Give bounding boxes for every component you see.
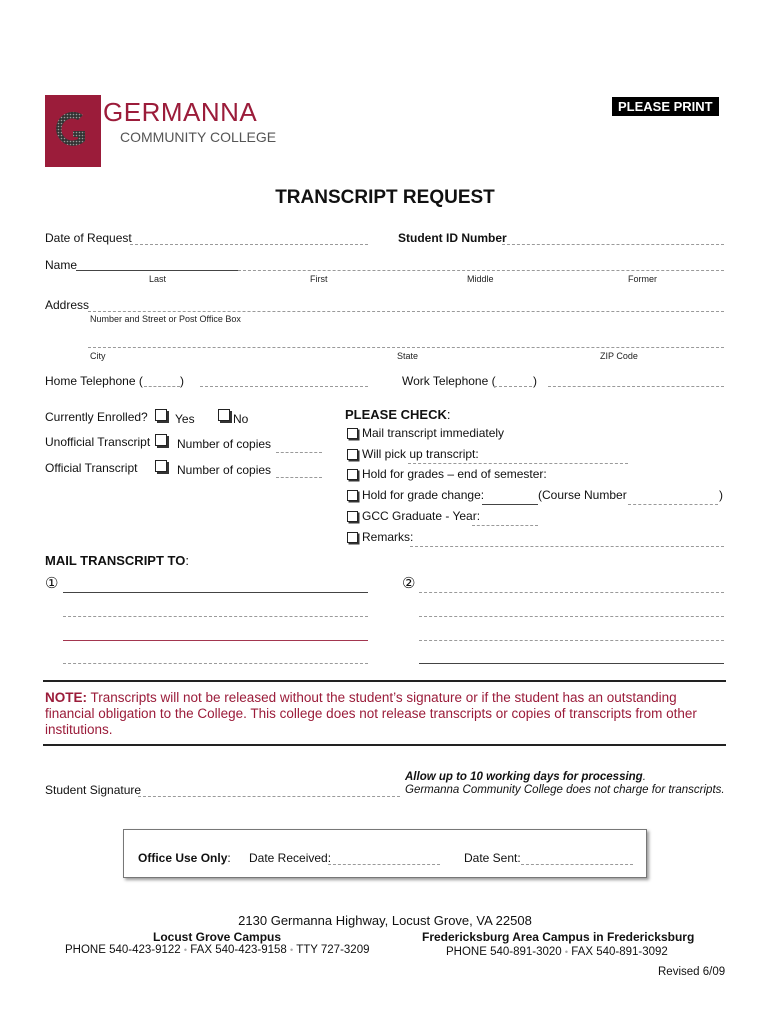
yes-checkbox[interactable]: [155, 409, 167, 421]
separator-dot: •: [183, 945, 188, 955]
remarks-checkbox[interactable]: [347, 532, 358, 543]
office-use-colon: :: [227, 851, 231, 865]
mail-address-two-line-1[interactable]: [419, 592, 724, 593]
mail-address-two-line-4[interactable]: [419, 663, 724, 664]
office-use-label: [138, 851, 231, 865]
locust-grove-phone: PHONE 540-423-9122: [65, 944, 181, 956]
unofficial-transcript-checkbox[interactable]: [155, 434, 167, 446]
home-area-code-field[interactable]: [144, 386, 180, 387]
mail-immediately-checkbox[interactable]: [347, 428, 358, 439]
mail-address-one-line-3[interactable]: [63, 640, 368, 641]
remarks-field[interactable]: [410, 546, 724, 547]
gcc-graduate-checkbox[interactable]: [347, 511, 358, 522]
date-sent-label: Date Sent:: [464, 851, 521, 865]
locust-grove-tty: TTY 727-3209: [296, 944, 370, 956]
note-text: [45, 690, 735, 738]
grade-change-field[interactable]: [482, 504, 538, 505]
name-field-last[interactable]: [76, 270, 238, 271]
mail-transcript-to-heading: [45, 553, 189, 568]
address-label: Address: [45, 298, 90, 312]
mail-transcript-to-text: MAIL TRANSCRIPT TO: [45, 553, 186, 568]
street-hint: Number and Street or Post Office Box: [90, 314, 241, 324]
gcc-graduate-label: GCC Graduate - Year:: [362, 509, 481, 523]
official-copies-label: Number of copies: [177, 463, 272, 477]
separator-dot: •: [564, 947, 569, 957]
pick-up-checkbox[interactable]: [347, 449, 358, 460]
unofficial-copies-label: Number of copies: [177, 437, 272, 451]
name-part-middle: Middle: [467, 274, 494, 284]
fredericksburg-phone: PHONE 540-891-3020: [446, 946, 562, 958]
hold-grades-checkbox[interactable]: [347, 469, 358, 480]
student-signature-field[interactable]: [138, 796, 400, 797]
city-label: City: [90, 351, 106, 361]
note-bottom-rule: [43, 744, 726, 746]
student-signature-label: Student Signature: [45, 783, 142, 797]
name-part-last: Last: [149, 274, 167, 284]
work-telephone-label: Work Telephone (: [402, 374, 496, 388]
fredericksburg-fax: FAX 540-891-3092: [571, 946, 668, 958]
date-received-label: Date Received:: [249, 851, 332, 865]
date-received-field[interactable]: [328, 864, 440, 865]
logo-subtitle: COMMUNITY COLLEGE: [120, 129, 277, 145]
date-of-request-label: Date of Request: [45, 231, 132, 245]
note-line-2: financial obligation to the College. This college does not release transcripts or copies of transcripts from other: [45, 706, 697, 721]
processing-time-note: [405, 771, 646, 783]
mail-address-one-line-1[interactable]: [63, 592, 368, 593]
note-label: NOTE:: [45, 690, 87, 705]
name-part-former: Former: [628, 274, 657, 284]
home-telephone-close: ): [180, 374, 184, 388]
name-part-first: First: [310, 274, 328, 284]
course-number-field[interactable]: [628, 504, 718, 505]
mail-address-one-line-2[interactable]: [63, 616, 368, 617]
mail-address-two-line-3[interactable]: [419, 640, 724, 641]
locust-grove-fax: FAX 540-423-9158: [190, 944, 287, 956]
note-line-3: institutions.: [45, 722, 113, 737]
mail-address-one-line-4[interactable]: [63, 663, 368, 664]
no-checkbox[interactable]: [218, 409, 230, 421]
unofficial-copies-field[interactable]: [276, 452, 322, 453]
home-telephone-label: Home Telephone (: [45, 374, 143, 388]
hold-grade-change-checkbox[interactable]: [347, 490, 358, 501]
address-city-field[interactable]: [88, 347, 724, 348]
page-title: TRANSCRIPT REQUEST: [275, 187, 495, 208]
locust-grove-contact: [65, 944, 370, 956]
hold-grades-label: Hold for grades – end of semester:: [362, 467, 547, 481]
logo-g-mark-icon: [45, 95, 101, 167]
mail-transcript-to-colon: :: [185, 553, 189, 568]
address-street-field[interactable]: [88, 311, 724, 312]
remarks-label: Remarks:: [362, 530, 414, 544]
no-label: No: [233, 412, 249, 426]
work-telephone-field[interactable]: [548, 386, 724, 387]
student-id-field[interactable]: [502, 244, 724, 245]
yes-label: Yes: [175, 412, 195, 426]
official-copies-field[interactable]: [276, 477, 322, 478]
please-check-heading: [345, 407, 450, 422]
note-line-1: Transcripts will not be released without the student’s signature or if the student has an outstanding: [87, 690, 677, 705]
work-area-code-field[interactable]: [494, 386, 532, 387]
home-telephone-field[interactable]: [200, 386, 368, 387]
date-sent-field[interactable]: [521, 864, 633, 865]
official-transcript-checkbox[interactable]: [155, 460, 167, 472]
revised-date: Revised 6/09: [658, 966, 726, 978]
state-label: State: [397, 351, 419, 361]
unofficial-transcript-label: Unofficial Transcript: [45, 435, 151, 449]
fredericksburg-campus: Fredericksburg Area Campus in Fredericksburg: [422, 930, 695, 944]
logo-name: GERMANNA: [103, 97, 258, 127]
processing-time-period: .: [642, 771, 646, 783]
office-use-text: Office Use Only: [138, 851, 228, 865]
address-one-marker: ①: [45, 575, 59, 592]
mail-address-two-line-2[interactable]: [419, 616, 724, 617]
please-check-heading-text: PLEASE CHECK: [345, 407, 447, 422]
hold-grade-change-label: Hold for grade change:: [362, 488, 485, 502]
zip-label: ZIP Code: [600, 351, 638, 361]
currently-enrolled-label: Currently Enrolled?: [45, 410, 148, 424]
course-number-close: ): [719, 488, 723, 502]
name-field-rest[interactable]: [238, 270, 724, 271]
locust-grove-campus: Locust Grove Campus: [153, 930, 282, 944]
gcc-graduate-year-field[interactable]: [472, 525, 538, 526]
mail-immediately-label: Mail transcript immediately: [362, 426, 505, 440]
please-print-badge: PLEASE PRINT: [612, 97, 719, 116]
pick-up-label: Will pick up transcript:: [362, 447, 479, 461]
separator-dot: •: [290, 945, 294, 955]
note-top-rule: [43, 680, 726, 682]
college-logo: [45, 95, 285, 167]
work-telephone-close: ): [533, 374, 537, 388]
no-charge-note: Germanna Community College does not charge for transcripts.: [405, 784, 725, 796]
official-transcript-label: Official Transcript: [45, 461, 138, 475]
fredericksburg-contact: [446, 946, 668, 958]
name-label: Name: [45, 258, 78, 272]
student-id-label: Student ID Number: [398, 231, 507, 245]
please-check-colon: :: [446, 407, 451, 422]
footer-address: 2130 Germanna Highway, Locust Grove, VA 22508: [238, 913, 532, 928]
pick-up-field[interactable]: [408, 463, 628, 464]
course-number-label: (Course Number: [538, 488, 627, 502]
date-of-request-field[interactable]: [130, 244, 368, 245]
address-two-marker: ②: [402, 575, 416, 592]
processing-time-bold: Allow up to 10 working days for processing: [405, 771, 643, 783]
